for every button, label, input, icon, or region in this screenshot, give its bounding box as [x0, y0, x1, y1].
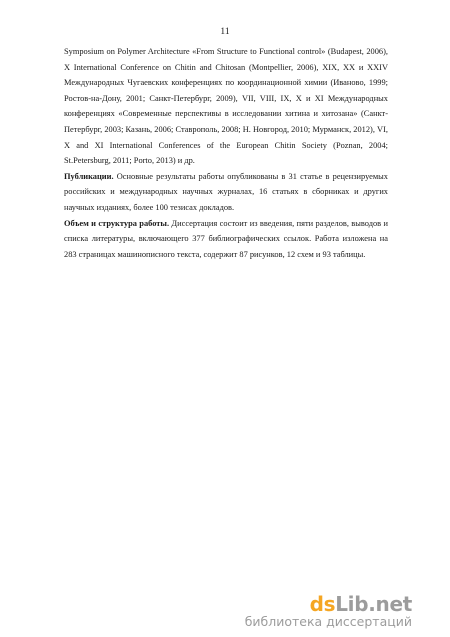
document-body [64, 44, 388, 262]
publications-text: Основные результаты работы опубликованы в 31 статье в рецензируемых российских и международных научных журналах, 16 статьях в сборниках и других научных изданиях, более 100 тезисах докладов. [64, 171, 388, 212]
structure-text: Диссертация состоит из введения, пяти разделов, выводов и списка литературы, включающего 377 библиографических ссылок. Работа изложена на 283 страницах машинописного текста, содержит 87 рисунков, 12 схем и 93 таблицы. [64, 218, 388, 259]
logo-net: .net [368, 592, 412, 616]
watermark-subtitle: библиотека диссертаций [244, 614, 412, 629]
logo-lib: Lib [335, 592, 369, 616]
dslib-watermark[interactable] [245, 593, 412, 629]
page-number: 11 [220, 27, 230, 37]
paragraph-structure [64, 216, 388, 263]
publications-heading: Публикации. [64, 171, 114, 181]
paragraph-publications [64, 169, 388, 216]
logo-ds: ds [309, 592, 336, 616]
paragraph-conferences: Symposium on Polymer Architecture «From Structure to Functional control» (Budapest, 2006), X International Conference on Chitin and Chitosan (Montpellier, 2006), XIX, XX и XXIV Международных Чугаевских конференциях по координационной химии (Иваново, 1999; Ростов-на-Дону, 2001; Санкт-Петербург, 2009), VII, VIII, IX, X и XI Международных конференциях «Современные перспективы в исследовании хитина и хитозана» (Санкт-Петербург, 2003; Казань, 2006; Ставрополь, 2008; Н. Новгород, 2010; Мурманск, 2012), VI, X and XI International Conferences of the European Chitin Society (Poznan, 2004; St.Petersburg, 2011; Porto, 2013) и др. [64, 47, 388, 166]
dslib-logo [245, 593, 412, 615]
structure-heading: Объем и структура работы. [64, 218, 170, 228]
